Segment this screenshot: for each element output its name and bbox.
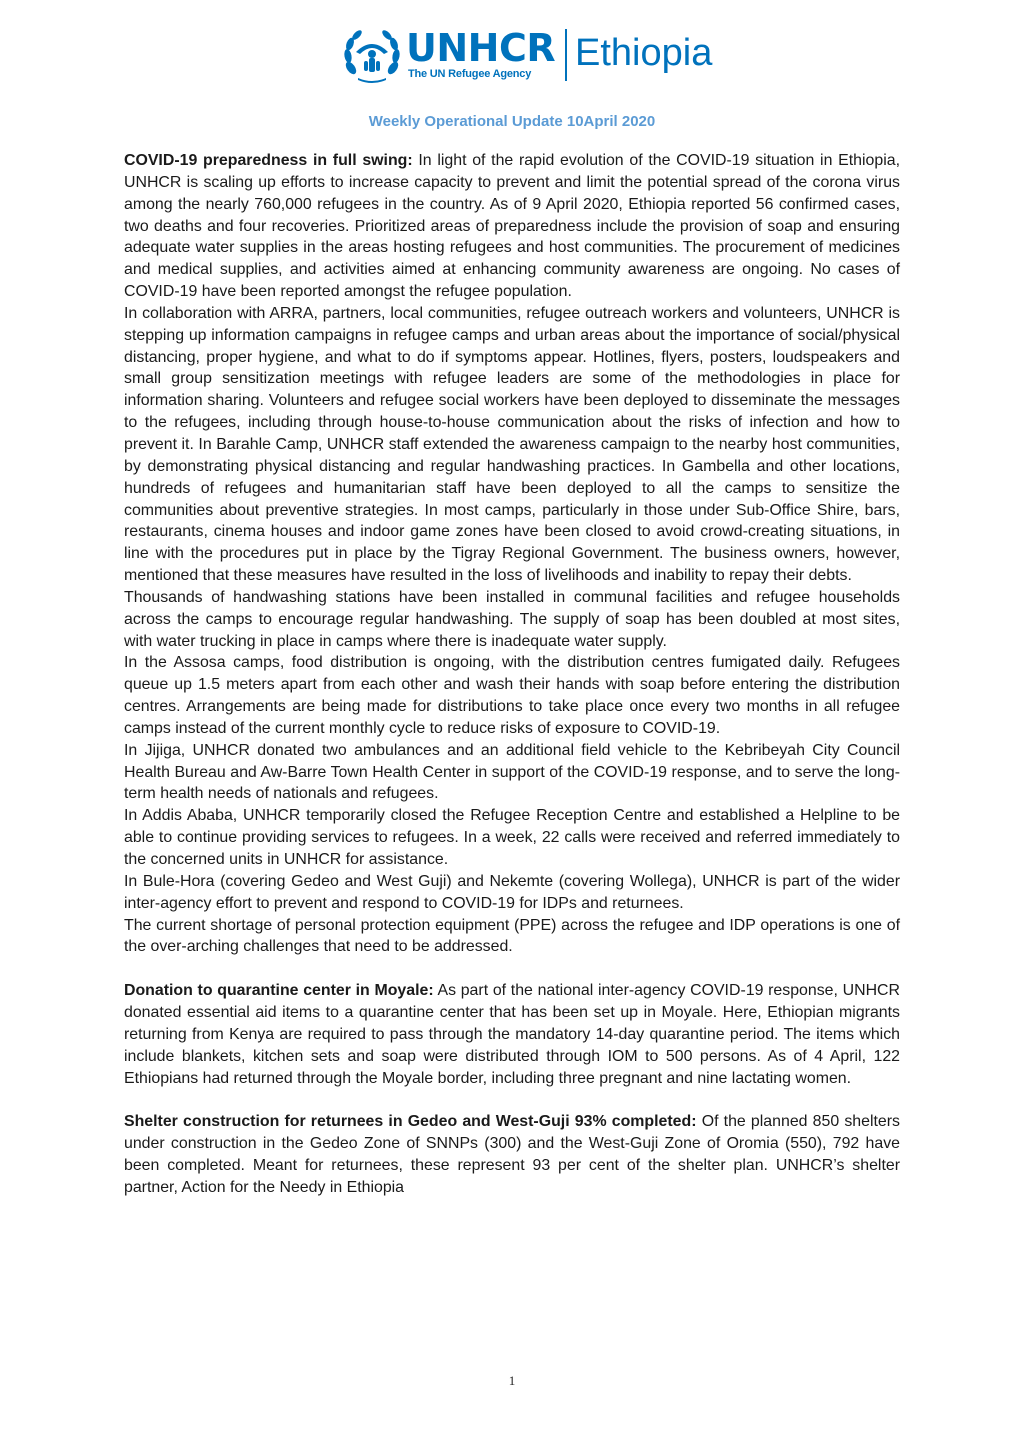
paragraph: In collaboration with ARRA, partners, local communities, refugee outreach workers and volunteers, UNHCR is stepping up information campaigns in refugee camps and urban areas about the importance of social/physical distancing, proper hygiene, and what to do if symptoms appear. Hotlines, flyers, posters, loudspeakers and small group sensitization meetings with refugee leaders are some of the methodologies in place for information sharing. Volunteers and refugee social workers have been deployed to disseminate the messages to the refugees, including through house-to-house communication about the risks of infection and how to prevent it. In Barahle Camp, UNHCR staff extended the awareness campaign to the nearby host communities, by demonstrating physical distancing and regular handwashing practices. In Gambella and other locations, hundreds of refugees and humanitarian staff have been deployed to all the camps to sensitize the communities about preventive strategies. In most camps, particularly in those under Sub-Office Shire, bars, restaurants, cinema houses and indoor game zones have been closed to avoid crowd-creating situations, in line with the procedures put in place by the Tigray Regional Government. The business owners, however, mentioned that these measures have resulted in the loss of livelihoods and inability to repay their debts.	[124, 304, 900, 585]
paragraph-text: Of the planned 850 shelters under construction in the Gedeo Zone of SNNPs (300) and the West-Guji Zone of Oromia (550), 792 have been completed. Meant for returnees, these represent 93 per cent of the shelter plan. UNHCR’s shelter partner, Action for the Needy in Ethiopia	[124, 1113, 900, 1196]
paragraph: In Bule-Hora (covering Gedeo and West Guji) and Nekemte (covering Wollega), UNHCR is part of the wider inter-agency effort to prevent and respond to COVID-19 for IDPs and returnees.	[124, 872, 900, 912]
document-title: Weekly Operational Update 10April 2020	[368, 113, 656, 130]
paragraph-text: In light of the rapid evolution of the COVID-19 situation in Ethiopia, UNHCR is scaling up efforts to increase capacity to prevent and limit the potential spread of the corona virus among the nearly 760,000 refugees in the country. As of 9 April 2020, Ethiopia reported 56 confirmed cases, two deaths and four recoveries. Prioritized areas of preparedness include the provision of soap and ensuring adequate water supplies in the areas hosting refugees and host communities. The procurement of medicines and medical supplies, and activities aimed at enhancing community awareness are ongoing. No cases of COVID-19 have been reported amongst the refugee population.	[124, 152, 900, 301]
paragraph: In Jijiga, UNHCR donated two ambulances and an additional field vehicle to the Kebribeyah City Council Health Bureau and Aw-Barre Town Health Center in support of the COVID-19 response, and to serve the long-term health needs of nationals and refugees.	[124, 741, 900, 803]
paragraph: In Addis Ababa, UNHCR temporarily closed the Refugee Reception Centre and established a Helpline to be able to continue providing services to refugees. In a week, 22 calls were received and referred immediately to the concerned units in UNHCR for assistance.	[124, 807, 900, 868]
section-spacer	[124, 1089, 900, 1111]
section-heading: Donation to quarantine center in Moyale:	[124, 982, 434, 1000]
document-body	[124, 150, 900, 1199]
paragraph	[124, 1111, 900, 1198]
paragraph	[124, 150, 900, 303]
paragraph: The current shortage of personal protection equipment (PPE) across the refugee and IDP operations is one of the over-arching challenges that need to be addressed.	[124, 916, 900, 956]
paragraph-text: As part of the national inter-agency COVID-19 response, UNHCR donated essential aid items to a quarantine center that has been set up in Moyale. Here, Ethiopian migrants returning from Kenya are required to pass through the mandatory 14-day quarantine period. The items which include blankets, kitchen sets and soap were distributed through IOM to 500 persons. As of 4 April, 122 Ethiopians had returned through the Moyale border, including three pregnant and nine lactating women.	[124, 982, 900, 1087]
unhcr-emblem-icon	[342, 28, 402, 84]
logo-wordmark: UNHCR	[406, 26, 556, 70]
logo-divider	[565, 29, 567, 81]
header	[0, 26, 1024, 86]
section-heading: Shelter construction for returnees in Gedeo and West-Guji 93% completed:	[124, 1113, 697, 1131]
page-number: 1	[508, 1373, 516, 1388]
paragraph: Thousands of handwashing stations have been installed in communal facilities and refugee households across the camps to encourage regular handwashing. The supply of soap has been doubled at most sites, with water trucking in place in camps where there is inadequate water supply.	[124, 588, 900, 650]
paragraph: In the Assosa camps, food distribution is ongoing, with the distribution centres fumigated daily. Refugees queue up 1.5 meters apart from each other and wash their hands with soap before entering the distribution centres. Arrangements are being made for distributions to take place once every two months in all refugee camps instead of the current monthly cycle to reduce risks of exposure to COVID-19.	[124, 654, 900, 737]
section-spacer	[124, 958, 900, 980]
logo-country: Ethiopia	[575, 32, 713, 74]
paragraph	[124, 980, 900, 1089]
logo-tagline: The UN Refugee Agency	[408, 68, 532, 80]
section-heading: COVID-19 preparedness in full swing:	[124, 152, 413, 169]
